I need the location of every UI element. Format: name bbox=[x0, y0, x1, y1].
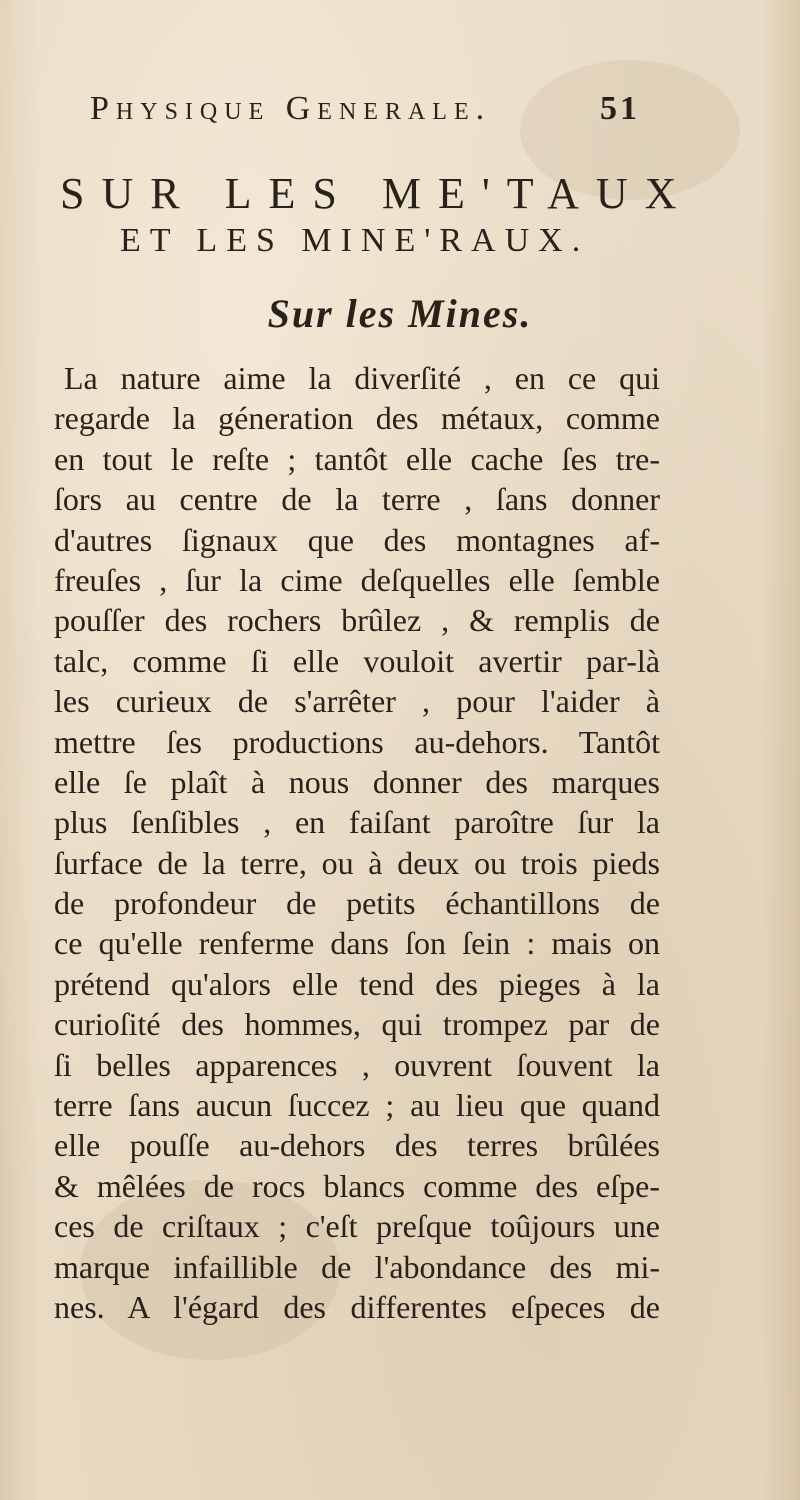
text-line: marque infaillible de l'abondance des mi- bbox=[54, 1248, 660, 1285]
text-line: elle ſe plaît à nous donner des marques bbox=[54, 763, 660, 800]
text-line: La nature aime la diverſité , en ce qui bbox=[64, 360, 660, 396]
text-line: talc, comme ſi elle vouloit avertir par-là bbox=[54, 642, 660, 679]
text-line: plus ſenſibles , en faiſant paroître ſur la bbox=[54, 804, 660, 841]
text-line: curioſité des hommes, qui trompez par de bbox=[54, 1006, 660, 1043]
text-line: ſi belles apparences , ouvrent ſouvent la bbox=[54, 1046, 660, 1083]
running-head bbox=[0, 84, 800, 134]
section-heading: SUR LES ME'TAUX bbox=[60, 169, 694, 218]
running-title: Physique Generale. bbox=[90, 90, 492, 127]
subsection-title: Sur les Mines. bbox=[267, 291, 533, 336]
text-line: les curieux de s'arrêter , pour l'aider à bbox=[54, 683, 660, 720]
text-line: ſurface de la terre, ou à deux ou trois pieds bbox=[54, 844, 660, 881]
text-line: mettre ſes productions au-dehors. Tantôt bbox=[54, 723, 660, 760]
text-line: terre ſans aucun ſuccez ; au lieu que quand bbox=[54, 1087, 660, 1124]
text-line: ſors au centre de la terre , ſans donner bbox=[54, 481, 660, 518]
text-line: pouſſer des rochers brûlez , & remplis de bbox=[54, 602, 660, 639]
text-line: freuſes , ſur la cime deſquelles elle ſemble bbox=[54, 561, 660, 598]
text-line: elle pouſſe au-dehors des terres brûlées bbox=[54, 1127, 660, 1164]
text-line: & mêlées de rocs blancs comme des eſpe- bbox=[54, 1167, 660, 1204]
text-line: de profondeur de petits échantillons de bbox=[54, 885, 660, 922]
text-line: ces de criſtaux ; c'eſt preſque toûjours une bbox=[54, 1208, 660, 1245]
page-number: 51 bbox=[600, 90, 640, 127]
text-line: regarde la géneration des métaux, comme bbox=[54, 400, 660, 437]
text-line: prétend qu'alors elle tend des pieges à la bbox=[54, 965, 660, 1002]
text-line: nes. A l'égard des differentes eſpeces de bbox=[54, 1288, 660, 1325]
text-line: ce qu'elle renferme dans ſon ſein : mais on bbox=[54, 925, 660, 962]
text-line: en tout le reſte ; tantôt elle cache ſes tre- bbox=[54, 440, 660, 477]
text-line: d'autres ſignaux que des montagnes af- bbox=[54, 521, 660, 558]
body-paragraph bbox=[54, 358, 660, 1327]
section-heading-secondary: ET LES MINE'RAUX. bbox=[120, 222, 590, 259]
